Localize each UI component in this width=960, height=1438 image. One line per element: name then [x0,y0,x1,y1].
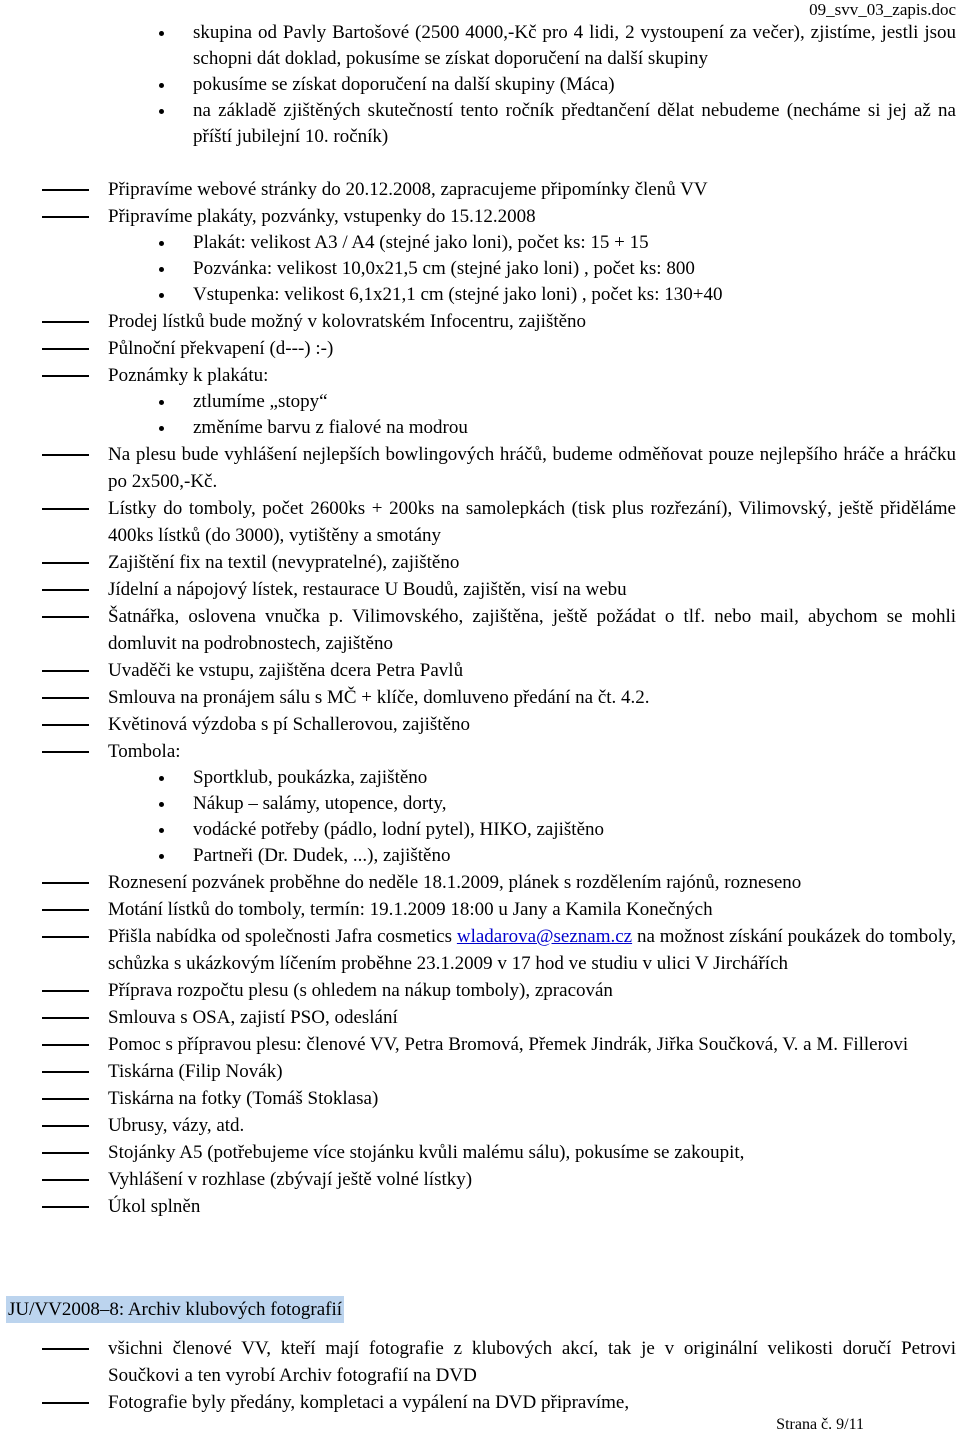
dash-marker [42,1402,89,1404]
dash-marker [42,616,89,618]
list-item: Ubrusy, vázy, atd. [0,1112,960,1139]
dash-marker [42,882,89,884]
bullet-marker [159,426,164,431]
list-item: vodácké potřeby (pádlo, lodní pytel), HIKO, zajištěno [0,817,960,843]
list-item: Lístky do tomboly, počet 2600ks + 200ks na samolepkách (tisk plus rozřezání), Vilimovský, ještě přiděláme 400ks lístků (do 3000), vytištěny a smotány [0,495,960,549]
bullet-marker [159,31,164,36]
dash-list-f [0,1335,960,1416]
list-item: Smlouva s OSA, zajistí PSO, odeslání [0,1004,960,1031]
list-item: Partneři (Dr. Dudek, ...), zajištěno [0,843,960,869]
list-item: Květinová výzdoba s pí Schallerovou, zajištěno [0,711,960,738]
dash-list-b [0,308,960,389]
dash-marker [42,454,89,456]
list-item: změníme barvu z fialové na modrou [0,415,960,441]
dash-marker [42,375,89,377]
list-item: skupina od Pavly Bartošové (2500 4000,-Kč pro 4 lidi, 2 vystoupení za večer), zjistíme, jestli jsou schopni dát doklad, pokusíme se získat doporučení na další skupiny [0,20,960,72]
list-item: pokusíme se získat doporučení na další skupiny (Máca) [0,72,960,98]
list-item: Pozvánka: velikost 10,0x21,5 cm (stejné jako loni) , počet ks: 800 [0,256,960,282]
dash-marker [42,936,89,938]
dash-marker [42,1044,89,1046]
dash-list-d [0,869,960,977]
dash-list-c [0,441,960,765]
bullet-marker [159,802,164,807]
dash-marker [42,990,89,992]
list-item: Zajištění fix na textil (nevypratelné), zajištěno [0,549,960,576]
dash-marker [42,348,89,350]
dash-marker [42,670,89,672]
section-heading: JU/VV2008–8: Archiv klubových fotografií [6,1296,344,1323]
list-item: Uvaděči ke vstupu, zajištěna dcera Petra Pavlů [0,657,960,684]
list-item: Jídelní a nápojový lístek, restaurace U Boudů, zajištěn, visí na webu [0,576,960,603]
main-list [0,176,960,1220]
tombola-list [0,765,960,869]
dash-marker [42,189,89,191]
list-item: Připravíme webové stránky do 20.12.2008, zapracujeme připomínky členů VV [0,176,960,203]
dash-list-e [0,977,960,1220]
page-number: Strana č. 9/11 [776,1416,864,1433]
bullet-marker [159,241,164,246]
list-item: Sportklub, poukázka, zajištěno [0,765,960,791]
list-item: Nákup – salámy, utopence, dorty, [0,791,960,817]
list-item: Vyhlášení v rozhlase (zbývají ještě volné lístky) [0,1166,960,1193]
list-item: Šatnářka, oslovena vnučka p. Vilimovského, zajištěna, ještě požádat o tlf. nebo mail, abychom se mohli domluvit na podrobnostech, zajištěno [0,603,960,657]
list-item: Vstupenka: velikost 6,1x21,1 cm (stejné jako loni) , počet ks: 130+40 [0,282,960,308]
list-item: Motání lístků do tomboly, termín: 19.1.2009 18:00 u Jany a Kamila Konečných [0,896,960,923]
dash-marker [42,1348,89,1350]
dash-marker [42,1017,89,1019]
list-item: Přišla nabídka od společnosti Jafra cosmetics wladarova@seznam.cz na možnost získání poukázek do tomboly, schůzka s ukázkovým líčením proběhne 23.1.2009 v 17 hod ve studiu v ulici V Jirchářích [0,923,960,977]
list-item: ztlumíme „stopy“ [0,389,960,415]
dash-marker [42,1071,89,1073]
top-bullet-list [0,20,960,150]
dash-marker [42,562,89,564]
dash-marker [42,697,89,699]
list-item: Tombola: [0,738,960,765]
list-item: Příprava rozpočtu plesu (s ohledem na nákup tomboly), zpracován [0,977,960,1004]
list-item: Půlnoční překvapení (d---) :-) [0,335,960,362]
dash-marker [42,909,89,911]
dash-marker [42,724,89,726]
dash-marker [42,321,89,323]
list-item: Stojánky A5 (potřebujeme více stojánku kvůli malému sálu), pokusíme se zakoupit, [0,1139,960,1166]
dash-marker [42,1098,89,1100]
dash-marker [42,216,89,218]
dash-list-a [0,176,960,230]
dash-marker [42,1179,89,1181]
bullet-marker [159,267,164,272]
bullet-marker [159,293,164,298]
list-item: Fotografie byly předány, kompletaci a vypálení na DVD připravíme, [0,1389,960,1416]
list-item: na základě zjištěných skutečností tento ročník předtančení dělat nebudeme (necháme si jej až na příští jubilejní 10. ročník) [0,98,960,150]
list-item: Poznámky k plakátu: [0,362,960,389]
dash-marker [42,751,89,753]
list-item: Na plesu bude vyhlášení nejlepších bowlingových hráčů, budeme odměňovat pouze nejlepšího hráče a hráčku po 2x500,-Kč. [0,441,960,495]
bullet-marker [159,400,164,405]
list-item: Tiskárna na fotky (Tomáš Stoklasa) [0,1085,960,1112]
dash-marker [42,508,89,510]
dash-marker [42,1206,89,1208]
bullet-marker [159,109,164,114]
dash-marker [42,1125,89,1127]
document-filename: 09_svv_03_zapis.doc [809,0,956,19]
bullet-marker [159,854,164,859]
list-item: Smlouva na pronájem sálu s MČ + klíče, domluveno předání na čt. 4.2. [0,684,960,711]
bullet-marker [159,83,164,88]
list-item: Úkol splněn [0,1193,960,1220]
list-item: všichni členové VV, kteří mají fotografie z klubových akcí, tak je v originální velikosti doručí Petrovi Součkovi a ten vyrobí Archiv fotografií na DVD [0,1335,960,1389]
list-item: Tiskárna (Filip Novák) [0,1058,960,1085]
bullet-marker [159,828,164,833]
print-materials-list [0,230,960,308]
list-item: Připravíme plakáty, pozvánky, vstupenky do 15.12.2008 [0,203,960,230]
list-item: Prodej lístků bude možný v kolovratském Infocentru, zajištěno [0,308,960,335]
list-item: Roznesení pozvánek proběhne do neděle 18.1.2009, plánek s rozdělením rajónů, rozneseno [0,869,960,896]
list-item: Plakát: velikost A3 / A4 (stejné jako loni), počet ks: 15 + 15 [0,230,960,256]
email-link[interactable]: wladarova@seznam.cz [456,926,633,947]
dash-marker [42,1152,89,1154]
poster-notes-list [0,389,960,441]
bullet-marker [159,776,164,781]
list-item: Pomoc s přípravou plesu: členové VV, Petra Bromová, Přemek Jindrák, Jiřka Součková, V. a M. Fillerovi [0,1031,960,1058]
dash-marker [42,589,89,591]
